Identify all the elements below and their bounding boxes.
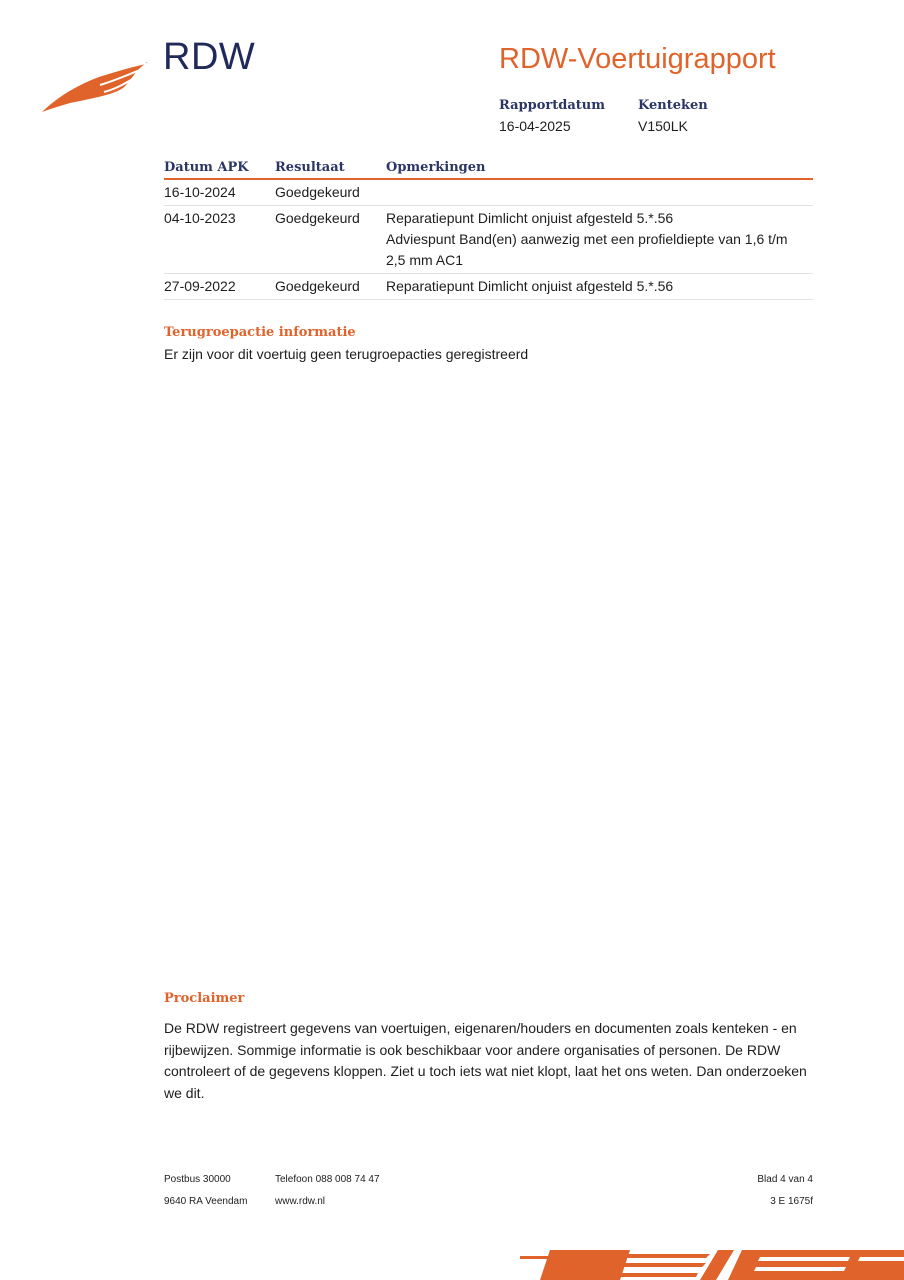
column-header-remarks: Opmerkingen — [386, 160, 813, 179]
remark-line: 2,5 mm AC1 — [386, 252, 464, 268]
plate-label: Kenteken — [638, 98, 708, 113]
footer-website: www.rdw.nl — [275, 1196, 326, 1207]
apk-result: Goedgekeurd — [275, 274, 386, 300]
apk-table-header — [164, 160, 813, 179]
report-date-label: Rapportdatum — [499, 98, 605, 113]
plate-value: V150LK — [638, 118, 688, 134]
proclaimer-title: Proclaimer — [164, 991, 245, 1006]
footer-postbus: Postbus 30000 — [164, 1174, 231, 1185]
remark-line: Reparatiepunt Dimlicht onjuist afgesteld 5.*.56 — [386, 210, 674, 226]
table-row — [164, 179, 813, 206]
apk-date: 04-10-2023 — [164, 206, 275, 274]
report-date-value: 16-04-2025 — [499, 118, 571, 134]
table-row — [164, 274, 813, 300]
recall-section-title: Terugroepactie informatie — [164, 325, 356, 340]
apk-result: Goedgekeurd — [275, 206, 386, 274]
column-header-date: Datum APK — [164, 160, 275, 179]
footer-city: 9640 RA Veendam — [164, 1196, 248, 1207]
apk-remarks — [386, 206, 813, 274]
decorative-stripes-icon — [520, 1246, 904, 1280]
apk-result: Goedgekeurd — [275, 179, 386, 206]
rdw-logo-icon — [40, 55, 150, 117]
apk-date: 16-10-2024 — [164, 179, 275, 206]
apk-remarks — [386, 274, 813, 300]
report-title: RDW-Voertuigrapport — [499, 43, 776, 75]
apk-date: 27-09-2022 — [164, 274, 275, 300]
apk-table — [164, 160, 813, 300]
column-header-result: Resultaat — [275, 160, 386, 179]
recall-text: Er zijn voor dit voertuig geen terugroepacties geregistreerd — [164, 346, 529, 362]
logo-text: RDW — [163, 36, 256, 78]
table-row — [164, 206, 813, 274]
apk-remarks — [386, 179, 813, 206]
remark-line: Reparatiepunt Dimlicht onjuist afgesteld 5.*.56 — [386, 278, 674, 294]
proclaimer-text: De RDW registreert gegevens van voertuigen, eigenaren/houders en documenten zoals kenteken - en rijbewijzen. Sommige informatie is ook beschikbaar voor andere organisaties of personen. De RDW controleert of de gegevens kloppen. Ziet u toch iets wat niet klopt, laat het ons weten. Dan onderzoeken we dit. — [164, 1020, 807, 1101]
footer-phone: Telefoon 088 008 74 47 — [275, 1174, 380, 1185]
remark-line: Adviespunt Band(en) aanwezig met een profieldiepte van 1,6 t/m — [386, 231, 788, 247]
footer-page-number: Blad 4 van 4 — [757, 1174, 813, 1185]
footer-code: 3 E 1675f — [770, 1196, 813, 1207]
